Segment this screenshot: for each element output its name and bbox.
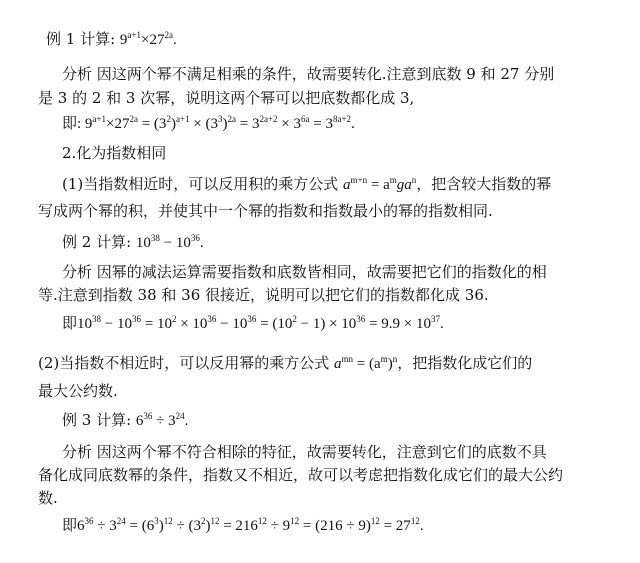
analysis-2-line-1: 分析 因幂的减法运算需要指数和底数皆相同，故需要把它们的指数化的相 — [62, 263, 547, 281]
example-3-expression: $6^{36} \div 3^{24}$. — [135, 411, 189, 429]
solution-3: 即$6^{36} \div 3^{24} = (6^3)^{12} \div (3^2)^{12} = 216^{12} \div 9^{12} = (216 \div 9)^{12} = 27^{12}$. — [62, 516, 424, 534]
rule-2-line-2: 最大公约数. — [38, 382, 118, 400]
solution-1: 即: $9^{a+1}\times 27^{2a} = (3^2)^{a+1} \times (3^3)^{2a} = 3^{2a+2} \times 3^{6a} = 3^{8a+2}$. — [62, 114, 355, 132]
example-3-heading — [62, 410, 188, 431]
section-2-title: 2.化为指数相同 — [62, 144, 167, 162]
example-3-title: 例 3 计算: — [62, 411, 132, 429]
analysis-3-line-2: 备化成同底数幂的条件，指数又不相近，故可以考虑把指数化成它们的最大公约 — [38, 466, 564, 484]
example-1-heading — [46, 29, 177, 50]
analysis-2-line-2: 等.注意到指数 38 和 36 很接近，说明可以把它们的指数都化成 36. — [38, 286, 489, 304]
rule-2-line-1: (2)当指数不相近时，可以反用幂的乘方公式 $a^{mn} = (a^m)^n$，把指数化成它们的 — [38, 354, 533, 372]
example-1-expression: $9^{a+1}\times 27^{2a}$. — [119, 30, 177, 48]
analysis-1-line-1: 分析 因这两个幂不满足相乘的条件，故需要转化.注意到底数 9 和 27 分别 — [62, 65, 555, 83]
power-of-power-formula: $a^{mn} = (a^m)^n$ — [334, 354, 398, 372]
analysis-3-line-3: 数. — [38, 489, 58, 507]
analysis-3-line-1: 分析 因这两个幂不符合相除的特征，故需要转化，注意到它们的底数不具 — [62, 443, 547, 461]
analysis-1-line-2: 是 3 的 2 和 3 次幂，说明这两个幂可以把底数都化成 3, — [38, 89, 415, 107]
rule-1-line-1: (1)当指数相近时，可以反用积的乘方公式 $a^{m+n} = a^mga^n$，把含较大指数的幂 — [62, 175, 552, 193]
example-2-title: 例 2 计算: — [62, 233, 132, 251]
example-2-expression: $10^{38} - 10^{36}$. — [135, 233, 204, 251]
product-power-formula: $a^{m+n} = a^mga^n$ — [343, 175, 417, 193]
rule-1-line-2: 写成两个幂的积，并使其中一个幂的指数和指数最小的幂的指数相同. — [38, 202, 493, 220]
example-2-heading — [62, 232, 204, 253]
example-1-title: 例 1 计算: — [46, 30, 116, 48]
solution-2: 即$10^{38} - 10^{36} = 10^2 \times 10^{36} - 10^{36} = (10^2 - 1) \times 10^{36} = 9.9 \times 10^{37}$. — [62, 314, 444, 332]
